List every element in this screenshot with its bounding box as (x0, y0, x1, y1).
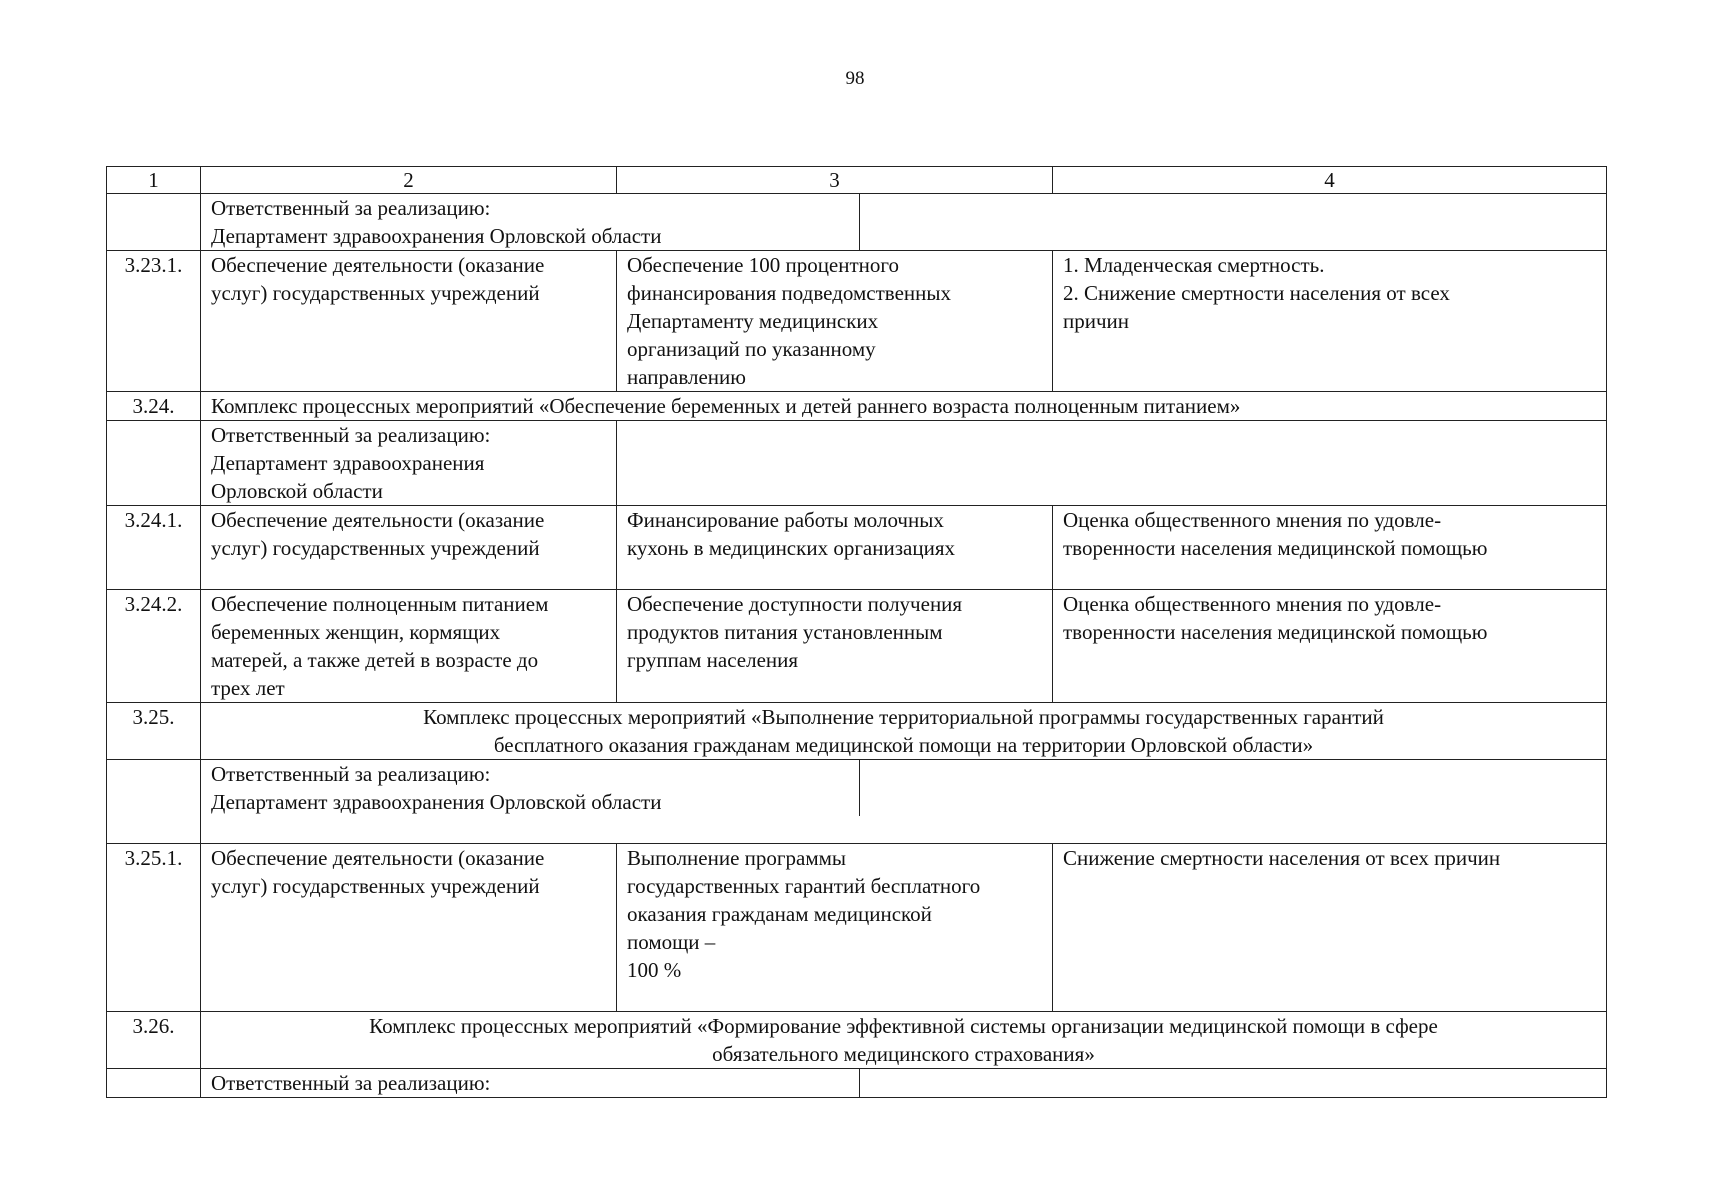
text-line: Комплекс процессных мероприятий «Формирование эффективной системы организации медицинской помощи в сфере (369, 1014, 1438, 1038)
text-line: финансирования подведомственных (627, 281, 951, 305)
table-row-section (107, 703, 1607, 760)
text-line: причин (1063, 309, 1130, 333)
text-line: Обеспечение 100 процентного (627, 253, 899, 277)
measure-name-cell (201, 590, 617, 703)
responsible-dept: Департамент здравоохранения Орловской области (211, 224, 662, 248)
text-line: Обеспечение полноценным питанием (211, 592, 549, 616)
responsible-dept: Департамент здравоохранения Орловской области (211, 790, 662, 814)
text-line: Финансирование работы молочных (627, 508, 944, 532)
text-line: бесплатного оказания гражданам медицинской помощи на территории Орловской области» (493, 733, 1314, 757)
indicator-cell (1053, 251, 1607, 392)
text-line: продуктов питания установленным (627, 620, 943, 644)
text-line: Обеспечение доступности получения (627, 592, 963, 616)
table-row-section (107, 392, 1607, 421)
text-line: обязательного медицинского страхования» (712, 1042, 1095, 1066)
text-line: Департаменту медицинских (627, 309, 879, 333)
text-line: кухонь в медицинских организациях (627, 536, 955, 560)
responsible-title: Ответственный за реализацию: (211, 1071, 491, 1095)
measure-description-cell (617, 251, 1053, 392)
responsible-dept-line: Орловской области (211, 479, 383, 503)
header-col-4: 4 (1053, 167, 1607, 194)
section-title-cell (201, 703, 1607, 760)
indicator-cell (1053, 506, 1607, 590)
row-number: 3.23.1. (107, 251, 201, 392)
table-row (107, 844, 1607, 1012)
num-cell-empty (107, 760, 201, 844)
responsible-cell (201, 760, 1607, 844)
text-line: трех лет (211, 676, 285, 700)
measure-name-cell (201, 844, 617, 1012)
text-line: Оценка общественного мнения по удовле- (1063, 508, 1442, 532)
section-title-cell: Комплекс процессных мероприятий «Обеспечение беременных и детей раннего возраста полноценным питанием» (201, 392, 1607, 421)
text-line: направлению (627, 365, 746, 389)
row-number: 3.25.1. (107, 844, 201, 1012)
responsible-cell (201, 194, 1607, 251)
num-cell-empty (107, 1069, 201, 1098)
num-cell-empty (107, 421, 201, 506)
responsible-cell (201, 421, 617, 506)
text-line: творенности населения медицинской помощью (1063, 620, 1488, 644)
table-row-responsible (107, 1069, 1607, 1098)
text-line: оказания гражданам медицинской (627, 902, 932, 926)
responsible-title: Ответственный за реализацию: (211, 423, 491, 447)
measure-description-cell (617, 506, 1053, 590)
text-line: услуг) государственных учреждений (211, 281, 540, 305)
measure-description-cell (617, 590, 1053, 703)
responsible-dept-line: Департамент здравоохранения (211, 451, 485, 475)
indicator-cell (1053, 844, 1607, 1012)
responsible-cell (201, 1069, 1607, 1098)
row-number: 3.24.1. (107, 506, 201, 590)
section-title-cell (201, 1012, 1607, 1069)
table-row-responsible (107, 760, 1607, 844)
row-number: 3.24. (107, 392, 201, 421)
header-col-1: 1 (107, 167, 201, 194)
row-number: 3.25. (107, 703, 201, 760)
text-line: услуг) государственных учреждений (211, 874, 540, 898)
table-row-responsible (107, 194, 1607, 251)
table-row (107, 506, 1607, 590)
text-line: беременных женщин, кормящих (211, 620, 501, 644)
indicator-cell (1053, 590, 1607, 703)
row-number: 3.24.2. (107, 590, 201, 703)
row-number: 3.26. (107, 1012, 201, 1069)
header-col-3: 3 (617, 167, 1053, 194)
text-line: организаций по указанному (627, 337, 876, 361)
header-col-2: 2 (201, 167, 617, 194)
text-line: 2. Снижение смертности населения от всех (1063, 281, 1450, 305)
empty-cell (617, 421, 1607, 506)
text-line: Обеспечение деятельности (оказание (211, 846, 545, 870)
text-line: творенности населения медицинской помощью (1063, 536, 1488, 560)
text-line: Обеспечение деятельности (оказание (211, 508, 545, 532)
text-line: Обеспечение деятельности (оказание (211, 253, 545, 277)
text-line: Снижение смертности населения от всех причин (1063, 846, 1501, 870)
num-cell-empty (107, 194, 201, 251)
table-header-row (107, 167, 1607, 194)
table-row-responsible (107, 421, 1607, 506)
text-line: помощи – (627, 930, 716, 954)
table-row (107, 590, 1607, 703)
measure-name-cell (201, 506, 617, 590)
measure-description-cell (617, 844, 1053, 1012)
text-line: Комплекс процессных мероприятий «Выполнение территориальной программы государственных гарантий (423, 705, 1384, 729)
responsible-title: Ответственный за реализацию: (211, 762, 491, 786)
measures-table (106, 166, 1607, 1098)
text-line: 1. Младенческая смертность. (1063, 253, 1325, 277)
text-line: матерей, а также детей в возрасте до (211, 648, 539, 672)
text-line: Оценка общественного мнения по удовле- (1063, 592, 1442, 616)
table-row (107, 251, 1607, 392)
text-line: государственных гарантий бесплатного (627, 874, 981, 898)
text-line: 100 % (627, 958, 682, 982)
responsible-title: Ответственный за реализацию: (211, 196, 491, 220)
table-row-section (107, 1012, 1607, 1069)
text-line: группам населения (627, 648, 799, 672)
page-number: 98 (845, 68, 865, 89)
measure-name-cell (201, 251, 617, 392)
text-line: услуг) государственных учреждений (211, 536, 540, 560)
text-line: Выполнение программы (627, 846, 847, 870)
